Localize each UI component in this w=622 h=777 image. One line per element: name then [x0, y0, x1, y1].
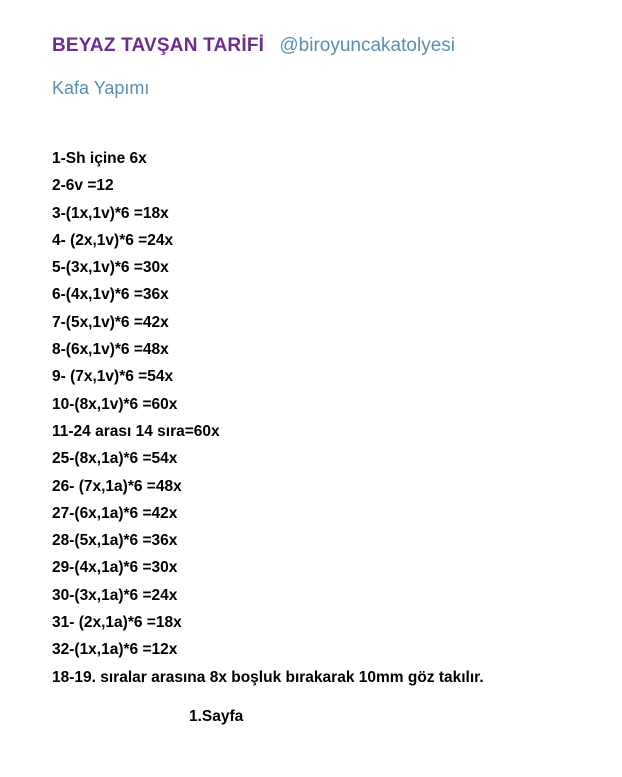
step-line: 28-(5x,1a)*6 =36x: [52, 532, 178, 550]
step-line: 32-(1x,1a)*6 =12x: [52, 641, 178, 659]
step-line: 2-6v =12: [52, 177, 114, 195]
step-line: 8-(6x,1v)*6 =48x: [52, 341, 169, 359]
section-subtitle: Kafa Yapımı: [52, 78, 150, 98]
step-line: 9- (7x,1v)*6 =54x: [52, 368, 174, 386]
step-line: 29-(4x,1a)*6 =30x: [52, 559, 178, 577]
step-line: 4- (2x,1v)*6 =24x: [52, 231, 174, 249]
header: [52, 34, 455, 58]
step-line: 31- (2x,1a)*6 =18x: [52, 614, 182, 632]
author-handle: @biroyuncakatolyesi: [279, 35, 455, 56]
step-line: 1-Sh içine 6x: [52, 150, 147, 167]
step-line: 10-(8x,1v)*6 =60x: [52, 395, 178, 413]
step-line: 6-(4x,1v)*6 =36x: [52, 286, 169, 304]
step-line: 11-24 arası 14 sıra=60x: [52, 422, 220, 440]
step-line: 27-(6x,1a)*6 =42x: [52, 504, 178, 522]
step-line: 3-(1x,1v)*6 =18x: [52, 204, 169, 222]
page-number: 1.Sayfa: [189, 708, 244, 725]
step-line: 30-(3x,1a)*6 =24x: [52, 586, 178, 604]
document-title: BEYAZ TAVŞAN TARİFİ: [52, 35, 265, 56]
pattern-steps-list: [52, 145, 484, 691]
step-note: 18-19. sıralar arasına 8x boşluk bırakarak 10mm göz takılır.: [52, 668, 484, 686]
step-line: 5-(3x,1v)*6 =30x: [52, 259, 169, 277]
step-line: 25-(8x,1a)*6 =54x: [52, 450, 178, 468]
step-line: 26- (7x,1a)*6 =48x: [52, 477, 182, 495]
step-line: 7-(5x,1v)*6 =42x: [52, 313, 169, 331]
